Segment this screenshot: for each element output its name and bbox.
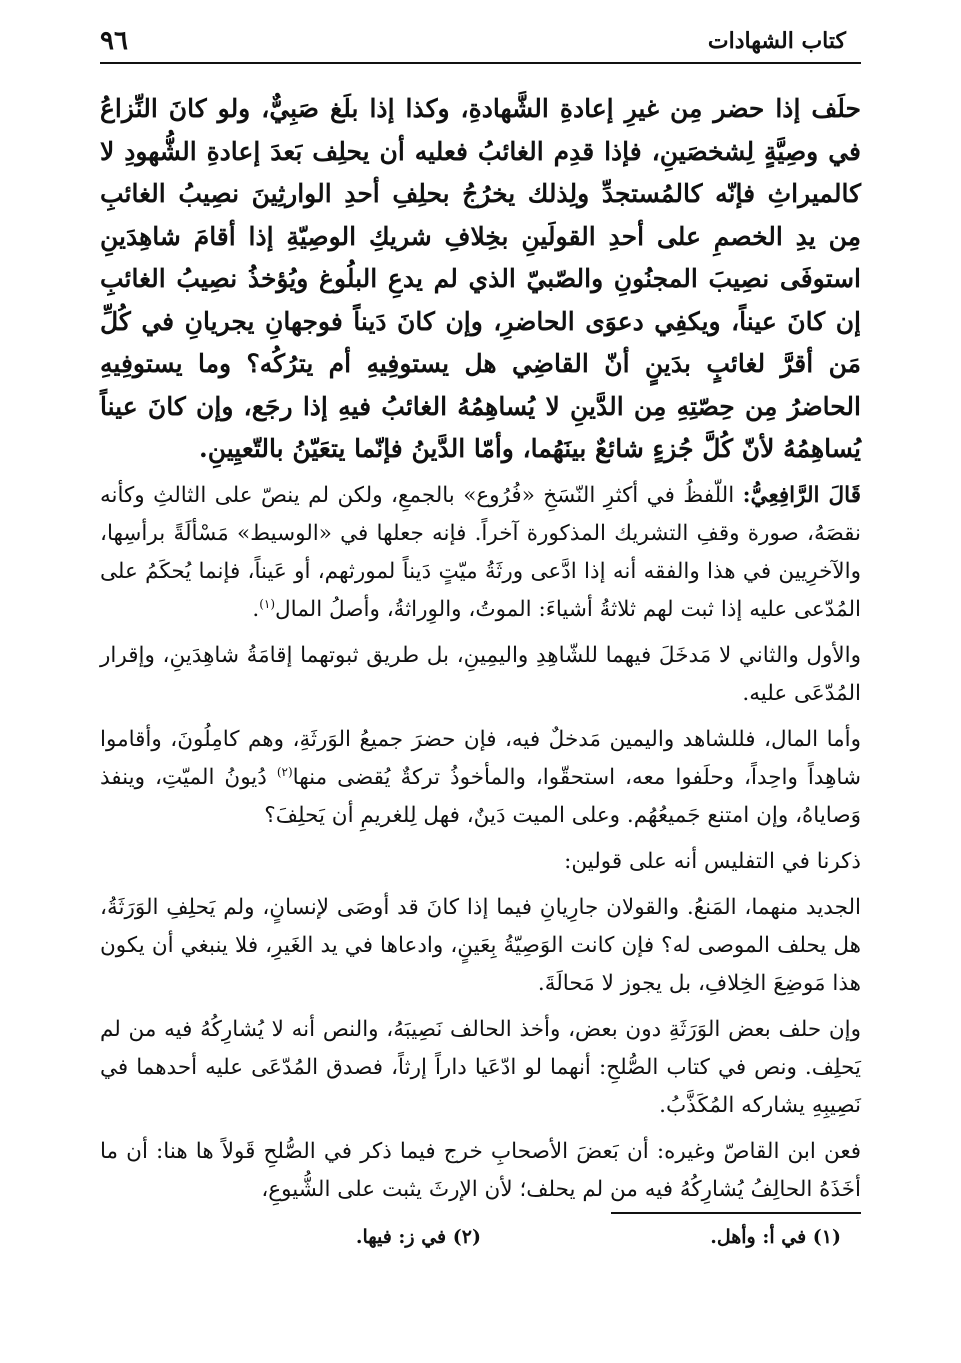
main-text-block: حلَف إذا حضر مِن غيرِ إعادةِ الشَّهادةِ، وكذا إذا بلَغ صَبِيٌّ، ولو كانَ النِّزاعُ في وصِيَّةٍ لِشخصَينِ، فإذا قدِم الغائبُ فعليه أن يحلِف بَعدَ إعادةِ الشُّهودِ لا كالميراثِ فإنّه كالمُستجدِّ ولِذلك يخرُجُ بحلِفِ أحدِ الوارثِينَ نصِيبُ الغائبِ مِن يدِ الخصمِ على أحدِ القولَينِ بخِلافِ شريكِ الوصِيّةِ إذا أقامَ شاهِدَينِ استوفَى نصِيبَ المجنُونِ والصّبيّ الذي لم يدعِ البلُوغ ويُؤخذُ نصِيبُ الغائبِ إن كانَ عيناً، ويكفِي دعوَى الحاضرِ، وإن كانَ دَيناً فوجهانِ يجريانِ في كُلِّ مَن أقرَّ لغائبٍ بدَينٍ أنّ القاضِي هل يستوفِيهِ أم يترُكُه؟ وما يستوفِيهِ الحاضرُ مِن حِصّتِهِ مِن الدَّينِ لا يُساهِمُهُ الغائبُ فيهِ إذا رجَع، وإن كانَ عيناً يُساهِمُهُ لأنّ كُلَّ جُزءٍ شائعٌ بينَهُما، وأمّا الدَّينُ فإنّما يتعَيّنُ بالتّعيِينِ.: [100, 94, 861, 463]
paragraph: فعن ابن القاصّ وغيره: أن بَعضَ الأصحابِ خرج فيما ذكر في الصُّلحِ قَولاً ها هنا: أن ما أخَذَهُ الحالِفُ يُشارِكُهُ فيه من لم يحلف؛ لأن الإرثَ يثبت على الشُّيوعِ،: [100, 1138, 861, 1202]
paragraph-lead: قَالَ الرَّافِعِيُّ:: [742, 482, 861, 508]
paragraph-text-after: .: [252, 596, 260, 622]
paragraph-text: وأما المال، فللشاهد واليمين مَدخلٌ فيه، فإن حضرَ جميعُ الوَرثَةِ، وهم كامِلُونَ، وأقاموا شاهِداً واحِداً، وحلَفوا معه، استحقّوا، والمأخوذُ تركةٌ يُقضى منها: [100, 726, 862, 790]
footnote-text: في أ: وأهل.: [710, 1226, 807, 1248]
footnote-text: في ز: فيها.: [355, 1226, 447, 1248]
paragraph-mal: [100, 721, 861, 835]
paragraph: والأول والثاني لا مَدخَلَ فيهما للشّاهِدِ واليمِينِ، بل طريق ثبوتهما إقامَةُ شاهِدَينِ، وإقرار المُدّعَى عليه.: [100, 642, 861, 706]
header-divider: [100, 62, 861, 64]
paragraph-text-after: دُيونُ الميّتِ، وينفذ وَصاياهُ، وإن امتنع جَميعُهُم. وعلى الميت دَينٌ، فهل لِلغريمِ أن يَحلِفَ؟: [100, 764, 861, 828]
page-body: [100, 88, 861, 1217]
footnotes: [100, 1226, 861, 1256]
paragraph-rafii: [100, 477, 861, 629]
paragraph: ذكرنا في التفليس أنه على قولين:: [564, 848, 861, 874]
footnote-number: (١): [812, 1226, 841, 1248]
footnote-2: [356, 1226, 481, 1248]
page-number: ٩٦: [100, 26, 128, 56]
book-title: كتاب الشهادات: [707, 28, 846, 54]
page-header: [100, 22, 846, 62]
footnote-ref-2[interactable]: (٢): [276, 764, 293, 779]
footnote-ref-1[interactable]: (١): [259, 596, 276, 611]
footnote-1: [710, 1226, 841, 1248]
paragraph: الجديد منهما، المَنعُ. والقولان جارِيانِ فيما إذا كانَ قد أوصَى لإنسانٍ، ولم يَحلِفِ الوَرَثَةُ، هل يحلف الموصى له؟ فإن كانت الوَصِيّةُ بِعَينٍ، وادعاها في يد الغَيرِ، فلا ينبغي أن يكون هذا مَوضِعَ الخِلافِ، بل يجوز لا مَحالَةَ.: [100, 894, 861, 996]
footnote-divider: [611, 1212, 861, 1214]
paragraph: وإن حلف بعض الوَرَثَةِ دون بعض، وأخذ الحالف نَصِيبَهُ، والنص أنه لا يُشارِكُهُ فيه من لم يَحلِف. ونص في كتاب الصُّلحِ: أنهما لو ادّعَيا داراً إرثاً، فصدق المُدّعَى عليه أحدهما في نَصِيبِهِ يشاركه المُكَذَّبُ.: [100, 1016, 861, 1118]
paragraph-text: اللّفظُ في أكثرِ النّسَخِ «فُرُوع» بالجمعِ، ولكن لم ينصّ على الثالثِ وكأنه نقصَهُ، صورة وقفِ التشريك المذكورة آخراً. فإنه جعلها في «الوسيط» مَسْألَةً برأسِها، والآخرِيين في هذا والفقه أنه إذا ادَّعى ورثَةُ ميّتٍ دَيناً لمورثهم، أو عَيناً، فإنما يُحكَمُ على المُدّعى عليه إذا ثبت لهم ثلاثةُ أشياءَ: الموتُ، والوِراثةُ، وأصلُ المال: [100, 482, 861, 622]
footnote-number: (٢): [452, 1226, 481, 1248]
